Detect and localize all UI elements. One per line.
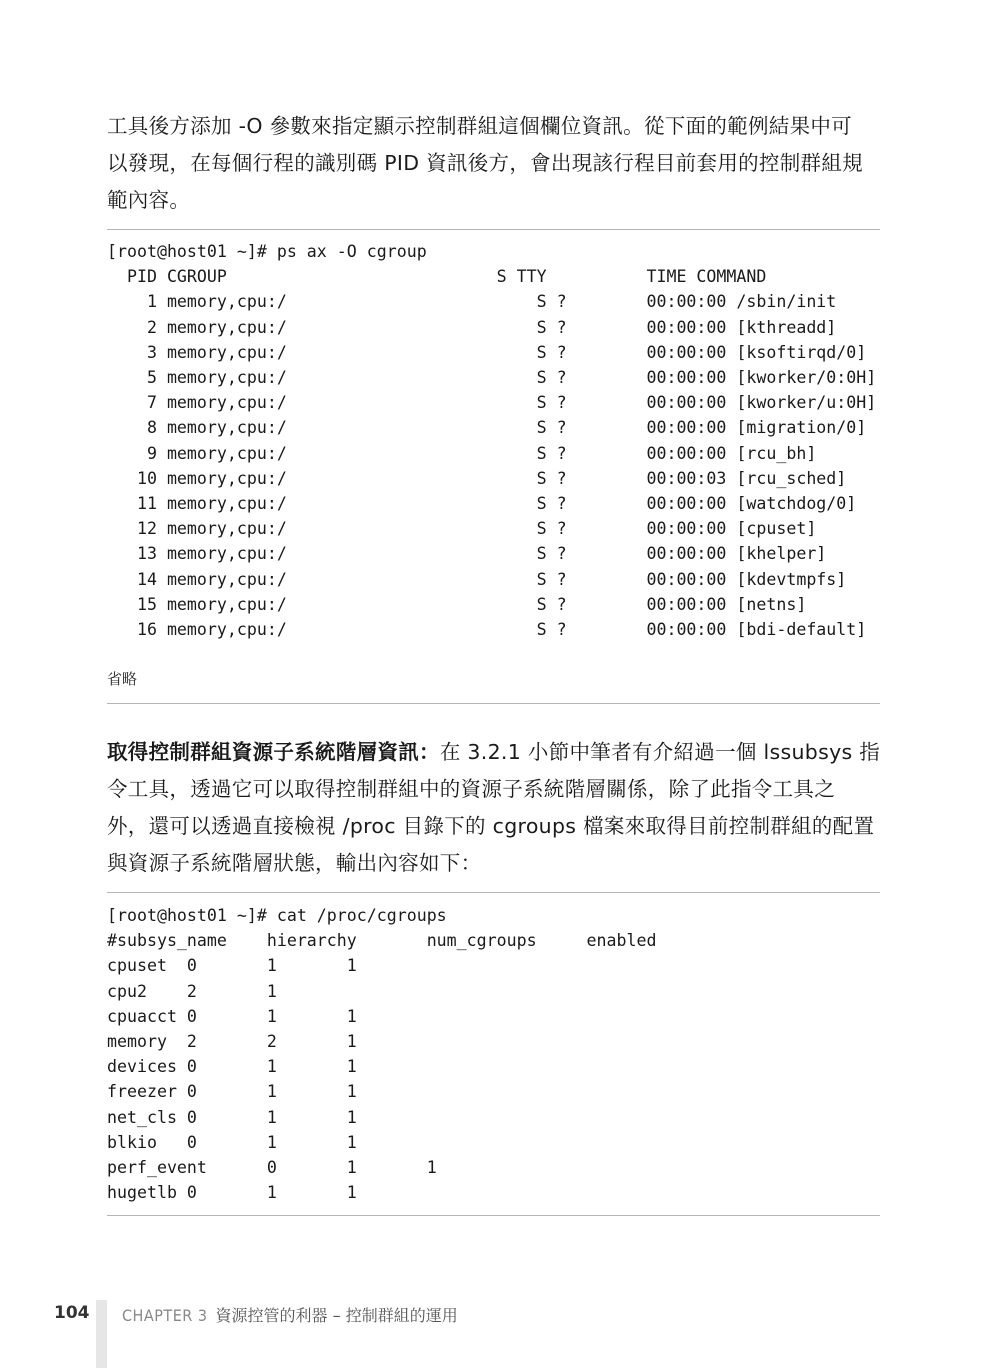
page-number: 104 [54,1303,90,1323]
cgroups-line-4: 與資源子系統階層狀態，輸出內容如下： [107,851,482,875]
code-block-top-rule [107,229,880,230]
cgroups-line-1: 取得控制群組資源子系統階層資訊：在 3.2.1 小節中筆者有介紹過一個 lssubsys 指 [107,740,881,764]
intro-paragraph [107,108,881,219]
code-block-bottom-rule [107,703,880,704]
chapter-heading [122,1303,458,1326]
ps-command-output: [root@host01 ~]# ps ax -O cgroup PID CGROUP S TTY TIME COMMAND 1 memory,cpu:/ S ? 00:00:00 /sbin/init 2 memory,cpu:/ S ? 00:00:00 [kthreadd] 3 memory,cpu:/ S ? 00:00:00 [ksoftirqd/0] 5 memory,cpu:/ S ? 00:00:00 [kworker/0:0H] 7 memory,cpu:/ S ? 00:00:00 [kworker/u:0H] 8 memory,cpu:/ S ? 00:00:00 [migration/0] 9 memory,cpu:/ S ? 00:00:00 [rcu_bh] 10 memory,cpu:/ S ? 00:00:03 [rcu_sched] 11 memory,cpu:/ S ? 00:00:00 [watchdog/0] 12 memory,cpu:/ S ? 00:00:00 [cpuset] 13 memory,cpu:/ S ? 00:00:00 [khelper] 14 memory,cpu:/ S ? 00:00:00 [kdevtmpfs] 15 memory,cpu:/ S ? 00:00:00 [netns] 16 memory,cpu:/ S ? 00:00:00 [bdi-default] [107,242,877,640]
intro-line-3: 範內容。 [107,188,191,212]
code-block2-top-rule [107,892,880,893]
section-heading: 取得控制群組資源子系統階層資訊： [107,740,440,764]
page-footer [0,1300,1000,1368]
proc-cgroups-output: [root@host01 ~]# cat /proc/cgroups #subsys_name hierarchy num_cgroups enabled cpuset 0 1 1 cpu2 2 1 cpuacct 0 1 1 memory 2 2 1 devices 0 1 1 freezer 0 1 1 net_cls 0 1 1 blkio 0 1 1 perf_event 0 1 1 hugetlb 0 1 1 [107,906,657,1203]
chapter-title: 資源控管的利器 – 控制群組的運用 [215,1306,458,1325]
intro-line-2: 以發現，在每個行程的識別碼 PID 資訊後方，會出現該行程目前套用的控制群組規 [107,151,863,175]
cgroups-paragraph [107,734,881,882]
footer-bar [96,1300,107,1368]
omitted-note: 省略 [107,670,138,688]
cgroups-line-3: 外，還可以透過直接檢視 /proc 目錄下的 cgroups 檔案來取得目前控制群組的配置 [107,814,875,838]
intro-line-1: 工具後方添加 -O 參數來指定顯示控制群組這個欄位資訊。從下面的範例結果中可 [107,114,852,138]
code-block2-bottom-rule [107,1215,880,1216]
chapter-label: CHAPTER 3 [122,1306,208,1325]
cgroups-line-2: 令工具，透過它可以取得控制群組中的資源子系統階層關係，除了此指令工具之 [107,777,835,801]
